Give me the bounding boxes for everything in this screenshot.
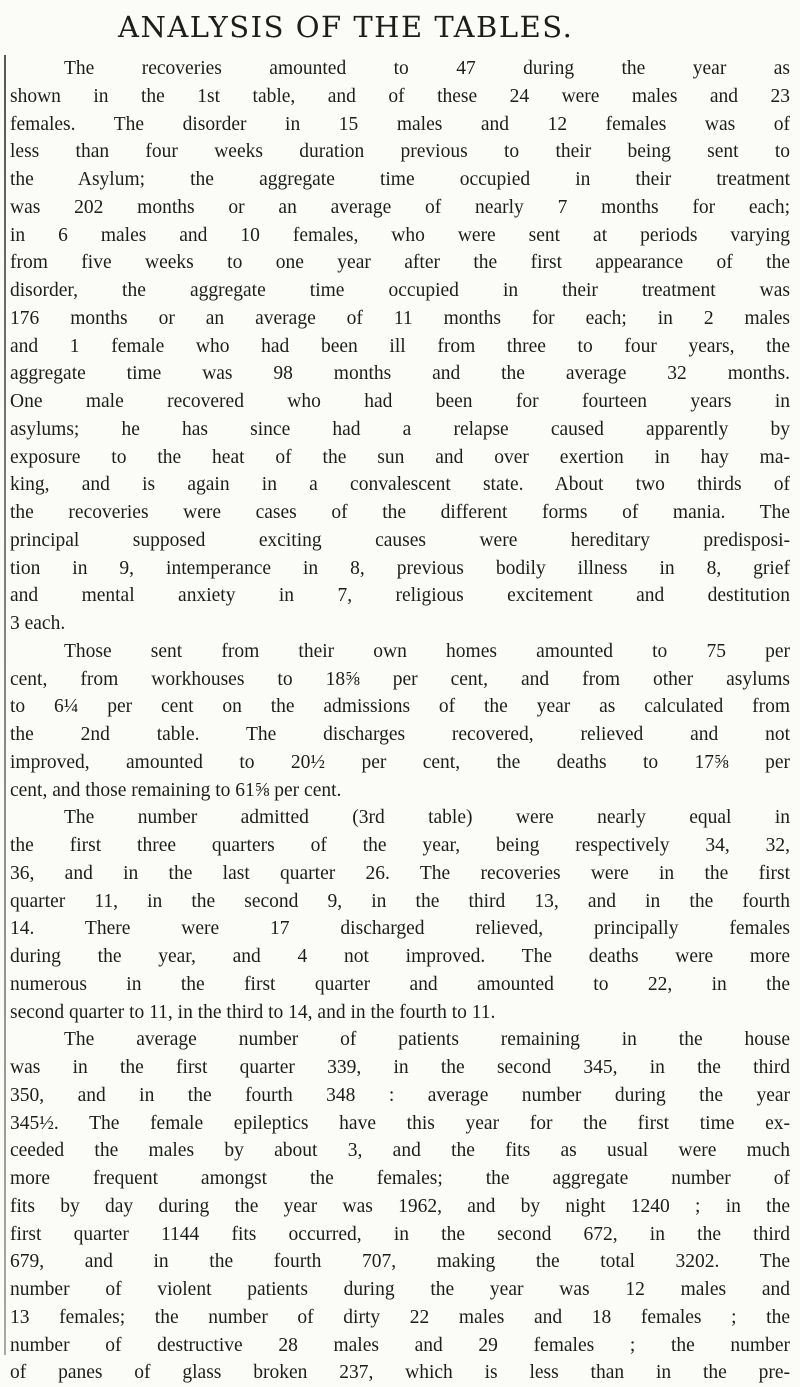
- text-line: The average number of patients remaining in the house: [64, 1029, 790, 1051]
- text-line: number of violent patients during the year was 12 males and: [10, 1279, 790, 1300]
- text-line: the recoveries were cases of the different forms of mania. The: [10, 502, 790, 523]
- text-line: the 2nd table. The discharges recovered, relieved and not: [10, 724, 790, 745]
- text-line: and 1 female who had been ill from three to four years, the: [10, 335, 790, 357]
- text-line: numerous in the first quarter and amounted to 22, in the: [10, 973, 790, 995]
- text-line: to 6¼ per cent on the admissions of the year as calculated from: [10, 696, 790, 718]
- text-line: 345½. The female epileptics have this year for the first time ex-: [10, 1112, 790, 1134]
- text-line: more frequent amongst the females; the aggregate number of: [10, 1168, 790, 1189]
- text-line: was in the first quarter 339, in the second 345, in the third: [10, 1057, 790, 1078]
- text-line: shown in the 1st table, and of these 24 were males and 23: [10, 85, 790, 107]
- text-line: was 202 months or an average of nearly 7 months for each;: [10, 196, 790, 218]
- text-line: and mental anxiety in 7, religious excitement and destitution: [10, 585, 790, 607]
- text-line: first quarter 1144 fits occurred, in the second 672, in the third: [10, 1223, 790, 1245]
- text-line: improved, amounted to 20½ per cent, the deaths to 17⅝ per: [10, 751, 790, 773]
- text-line: Those sent from their own homes amounted to 75 per: [64, 640, 790, 662]
- text-line: The recoveries amounted to 47 during the year as: [64, 58, 790, 79]
- text-line: king, and is again in a convalescent state. About two thirds of: [10, 474, 790, 496]
- text-line: exposure to the heat of the sun and over exertion in hay ma-: [10, 446, 790, 468]
- text-line: during the year, and 4 not improved. The deaths were more: [10, 946, 790, 967]
- text-line: 36, and in the last quarter 26. The recoveries were in the first: [10, 862, 790, 884]
- text-line: females. The disorder in 15 males and 12 females was of: [10, 113, 790, 135]
- text-line: quarter 11, in the second 9, in the third 13, and in the fourth: [10, 890, 790, 912]
- text-line: of panes of glass broken 237, which is less than in the pre-: [10, 1362, 790, 1384]
- text-line: cent, and those remaining to 61⅝ per cent.: [10, 779, 342, 801]
- text-line: from five weeks to one year after the first appearance of the: [10, 252, 790, 274]
- page-heading: ANALYSIS OF THE TABLES.: [118, 10, 574, 44]
- text-line: aggregate time was 98 months and the average 32 months.: [10, 363, 790, 385]
- text-line: asylums; he has since had a relapse caused apparently by: [10, 418, 790, 440]
- text-line: principal supposed exciting causes were hereditary predisposi-: [10, 529, 790, 551]
- text-line: 3 each.: [10, 613, 66, 634]
- text-line: number of destructive 28 males and 29 females ; the number: [10, 1334, 790, 1356]
- body-text: [10, 55, 800, 1387]
- text-line: 13 females; the number of dirty 22 males and 18 females ; the: [10, 1306, 790, 1328]
- text-line: 176 months or an average of 11 months for each; in 2 males: [10, 307, 790, 329]
- text-line: less than four weeks duration previous to their being sent to: [10, 141, 790, 163]
- text-line: the first three quarters of the year, being respectively 34, 32,: [10, 835, 790, 856]
- text-line: in 6 males and 10 females, who were sent at periods varying: [10, 224, 790, 246]
- text-line: disorder, the aggregate time occupied in their treatment was: [10, 280, 790, 301]
- text-line: 14. There were 17 discharged relieved, principally females: [10, 918, 790, 940]
- text-line: tion in 9, intemperance in 8, previous bodily illness in 8, grief: [10, 557, 790, 579]
- text-line: cent, from workhouses to 18⅝ per cent, and from other asylums: [10, 668, 790, 690]
- text-line: fits by day during the year was 1962, and by night 1240 ; in the: [10, 1195, 790, 1217]
- text-line: 350, and in the fourth 348 : average number during the year: [10, 1084, 790, 1106]
- text-line: second quarter to 11, in the third to 14, and in the fourth to 11.: [10, 1001, 496, 1023]
- text-line: One male recovered who had been for fourteen years in: [10, 391, 790, 412]
- text-line: the Asylum; the aggregate time occupied in their treatment: [10, 169, 790, 190]
- text-line: The number admitted (3rd table) were nearly equal in: [64, 807, 790, 829]
- text-line: 679, and in the fourth 707, making the total 3202. The: [10, 1251, 790, 1273]
- page-binding-edge: [4, 55, 6, 1355]
- text-line: ceeded the males by about 3, and the fits as usual were much: [10, 1140, 790, 1162]
